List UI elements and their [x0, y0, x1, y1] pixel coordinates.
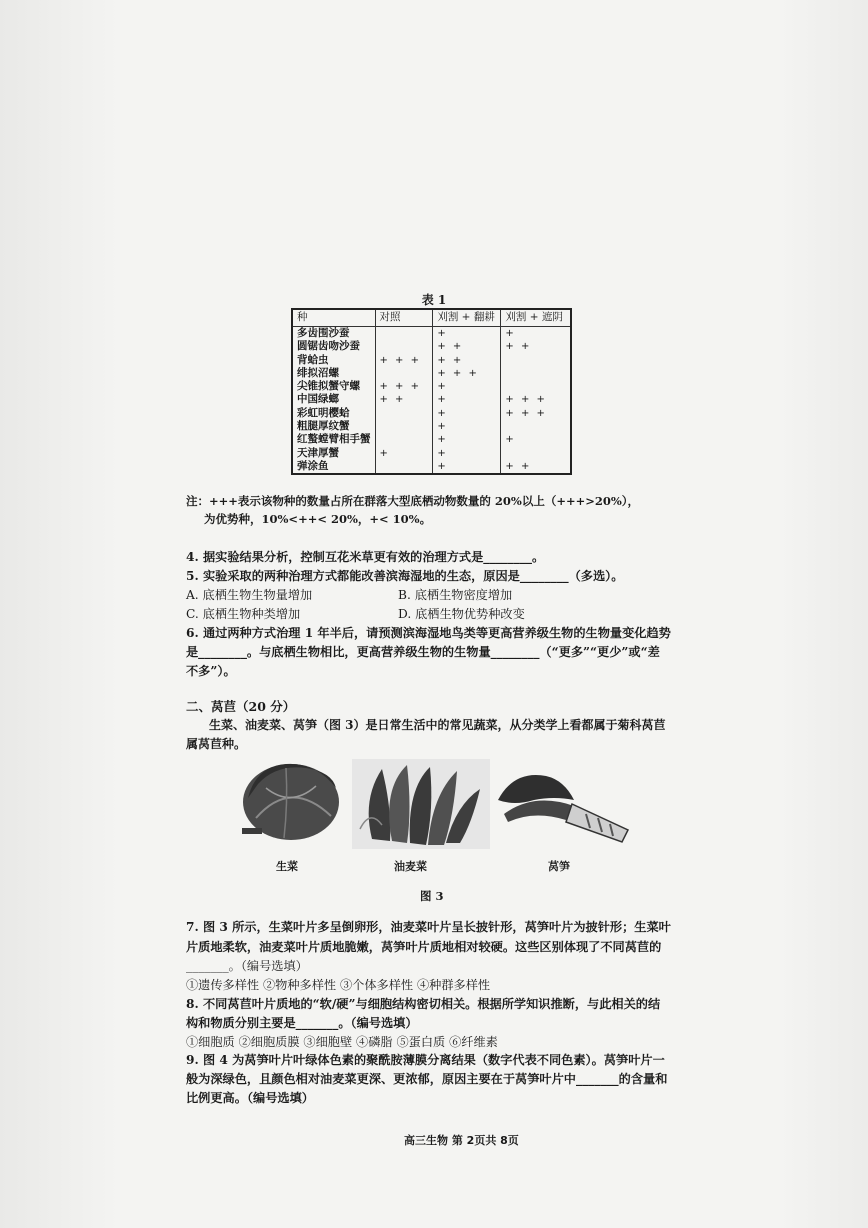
- page-footer: 高三生物 第 2页共 8页: [404, 1134, 519, 1147]
- abundance-cell: + +: [501, 340, 571, 353]
- abundance-cell: +: [433, 447, 501, 460]
- q5-option-a: A. 底栖生物生物量增加: [186, 588, 313, 602]
- question-8-line1: 8. 不同莴苣叶片质地的“软/硬”与细胞结构密切相关。根据所学知识推断，与此相关的结: [186, 997, 661, 1011]
- fig-label-lettuce: 生菜: [276, 860, 298, 873]
- question-5: 5. 实验采取的两种治理方式都能改善滨海湿地的生态，原因是________（多选）。: [186, 569, 624, 583]
- youmai-image: [352, 759, 490, 849]
- species-name-cell: 多齿围沙蚕: [292, 327, 375, 341]
- section-2-heading: 二、莴苣（20 分）: [186, 699, 296, 714]
- question-7-line1: 7. 图 3 所示，生菜叶片多呈倒卵形，油麦菜叶片呈长披针形，莴笋叶片为披针形；生菜叶: [186, 920, 671, 934]
- header-control: 对照: [375, 309, 433, 327]
- question-8-line2: 构和物质分别主要是_______。（编号选填）: [186, 1016, 418, 1030]
- lettuce-image: [236, 758, 346, 844]
- abundance-cell: [375, 460, 433, 474]
- abundance-cell: + + +: [375, 380, 433, 393]
- table-header-row: [292, 309, 571, 327]
- abundance-cell: [375, 367, 433, 380]
- abundance-cell: +: [433, 380, 501, 393]
- species-name-cell: 红螯螳臂相手蟹: [292, 433, 375, 446]
- table-row: [292, 420, 571, 433]
- question-7-options: ①遗传多样性 ②物种多样性 ③个体多样性 ④种群多样性: [186, 978, 491, 992]
- abundance-cell: + + +: [433, 367, 501, 380]
- abundance-cell: +: [501, 433, 571, 446]
- species-name-cell: 背蛤虫: [292, 354, 375, 367]
- section-2-intro-line2: 属莴苣种。: [186, 737, 247, 751]
- section-2-intro-line1: 生菜、油麦菜、莴笋（图 3）是日常生活中的常见蔬菜，从分类学上看都属于菊科莴苣: [209, 718, 666, 732]
- table-row: [292, 367, 571, 380]
- table-note-line1: 注：+++表示该物种的数量占所在群落大型底栖动物数量的 20%以上（+++>20%），: [186, 494, 640, 508]
- header-mow-plow: 刈割 + 翻耕: [433, 309, 501, 327]
- abundance-cell: [375, 420, 433, 433]
- abundance-cell: [501, 367, 571, 380]
- table-row: [292, 407, 571, 420]
- abundance-cell: +: [433, 327, 501, 341]
- species-name-cell: 弹涂鱼: [292, 460, 375, 474]
- table-row: [292, 393, 571, 406]
- abundance-cell: +: [433, 407, 501, 420]
- question-6-line3: 不多”）。: [186, 664, 236, 678]
- table-row: [292, 447, 571, 460]
- abundance-cell: + +: [501, 460, 571, 474]
- species-name-cell: 彩虹明樱蛤: [292, 407, 375, 420]
- abundance-cell: [501, 380, 571, 393]
- abundance-cell: + +: [433, 354, 501, 367]
- question-9-line1: 9. 图 4 为莴笋叶片叶绿体色素的聚酰胺薄膜分离结果（数字代表不同色素）。莴笋叶片一: [186, 1053, 665, 1067]
- abundance-cell: +: [433, 420, 501, 433]
- figure-3-caption: 图 3: [420, 889, 444, 903]
- table-row: [292, 340, 571, 353]
- wosun-image: [494, 770, 634, 848]
- fig-label-youmai: 油麦菜: [394, 860, 427, 873]
- question-9-line3: 比例更高。（编号选填）: [186, 1091, 314, 1105]
- question-9-line2: 般为深绿色，且颜色相对油麦菜更深、更浓郁，原因主要在于莴笋叶片中_______的含量和: [186, 1072, 668, 1086]
- abundance-cell: [501, 354, 571, 367]
- q5-option-d: D. 底栖生物优势种改变: [398, 607, 525, 621]
- species-name-cell: 天津厚蟹: [292, 447, 375, 460]
- species-name-cell: 粗腿厚纹蟹: [292, 420, 375, 433]
- abundance-cell: +: [433, 393, 501, 406]
- scan-shadow-left: [0, 0, 120, 1228]
- question-6-line2: 是________。与底栖生物相比，更高营养级生物的生物量________（“更多”“更少”或“差: [186, 645, 660, 659]
- abundance-cell: + +: [375, 393, 433, 406]
- fig-label-wosun: 莴笋: [548, 860, 570, 873]
- abundance-cell: [501, 447, 571, 460]
- abundance-cell: + + +: [375, 354, 433, 367]
- table-title: 表 1: [421, 293, 447, 307]
- species-name-cell: 圆锯齿吻沙蚕: [292, 340, 375, 353]
- abundance-cell: +: [433, 460, 501, 474]
- table-note-line2: 为优势种，10%<++< 20%，+< 10%。: [204, 512, 432, 526]
- question-8-options: ①细胞质 ②细胞质膜 ③细胞壁 ④磷脂 ⑤蛋白质 ⑥纤维素: [186, 1035, 498, 1049]
- species-name-cell: 中国绿螂: [292, 393, 375, 406]
- species-table: [291, 308, 572, 475]
- table-row: [292, 460, 571, 474]
- abundance-cell: [375, 407, 433, 420]
- header-mow-shade: 刈割 + 遮阴: [501, 309, 571, 327]
- species-name-cell: 绯拟沼螺: [292, 367, 375, 380]
- abundance-cell: +: [501, 327, 571, 341]
- q5-option-c: C. 底栖生物种类增加: [186, 607, 301, 621]
- q5-option-b: B. 底栖生物密度增加: [398, 588, 513, 602]
- table-row: [292, 354, 571, 367]
- abundance-cell: [375, 433, 433, 446]
- abundance-cell: [375, 340, 433, 353]
- abundance-cell: + + +: [501, 393, 571, 406]
- abundance-cell: +: [433, 433, 501, 446]
- table-row: [292, 380, 571, 393]
- abundance-cell: [375, 327, 433, 341]
- table-body: [292, 327, 571, 475]
- question-4: 4. 据实验结果分析，控制互花米草更有效的治理方式是________。: [186, 550, 545, 564]
- abundance-cell: + + +: [501, 407, 571, 420]
- table-row: [292, 327, 571, 341]
- question-7-line2: 片质地柔软，油麦菜叶片质地脆嫩，莴笋叶片质地相对较硬。这些区别体现了不同莴苣的: [186, 940, 662, 954]
- scan-shadow-right: [778, 0, 868, 1228]
- header-species: 种: [292, 309, 375, 327]
- species-name-cell: 尖锥拟蟹守螺: [292, 380, 375, 393]
- abundance-cell: [501, 420, 571, 433]
- question-6-line1: 6. 通过两种方式治理 1 年半后，请预测滨海湿地鸟类等更高营养级生物的生物量变化趋势: [186, 626, 671, 640]
- abundance-cell: + +: [433, 340, 501, 353]
- abundance-cell: +: [375, 447, 433, 460]
- question-7-line3: _______。（编号选填）: [186, 959, 308, 973]
- table-row: [292, 433, 571, 446]
